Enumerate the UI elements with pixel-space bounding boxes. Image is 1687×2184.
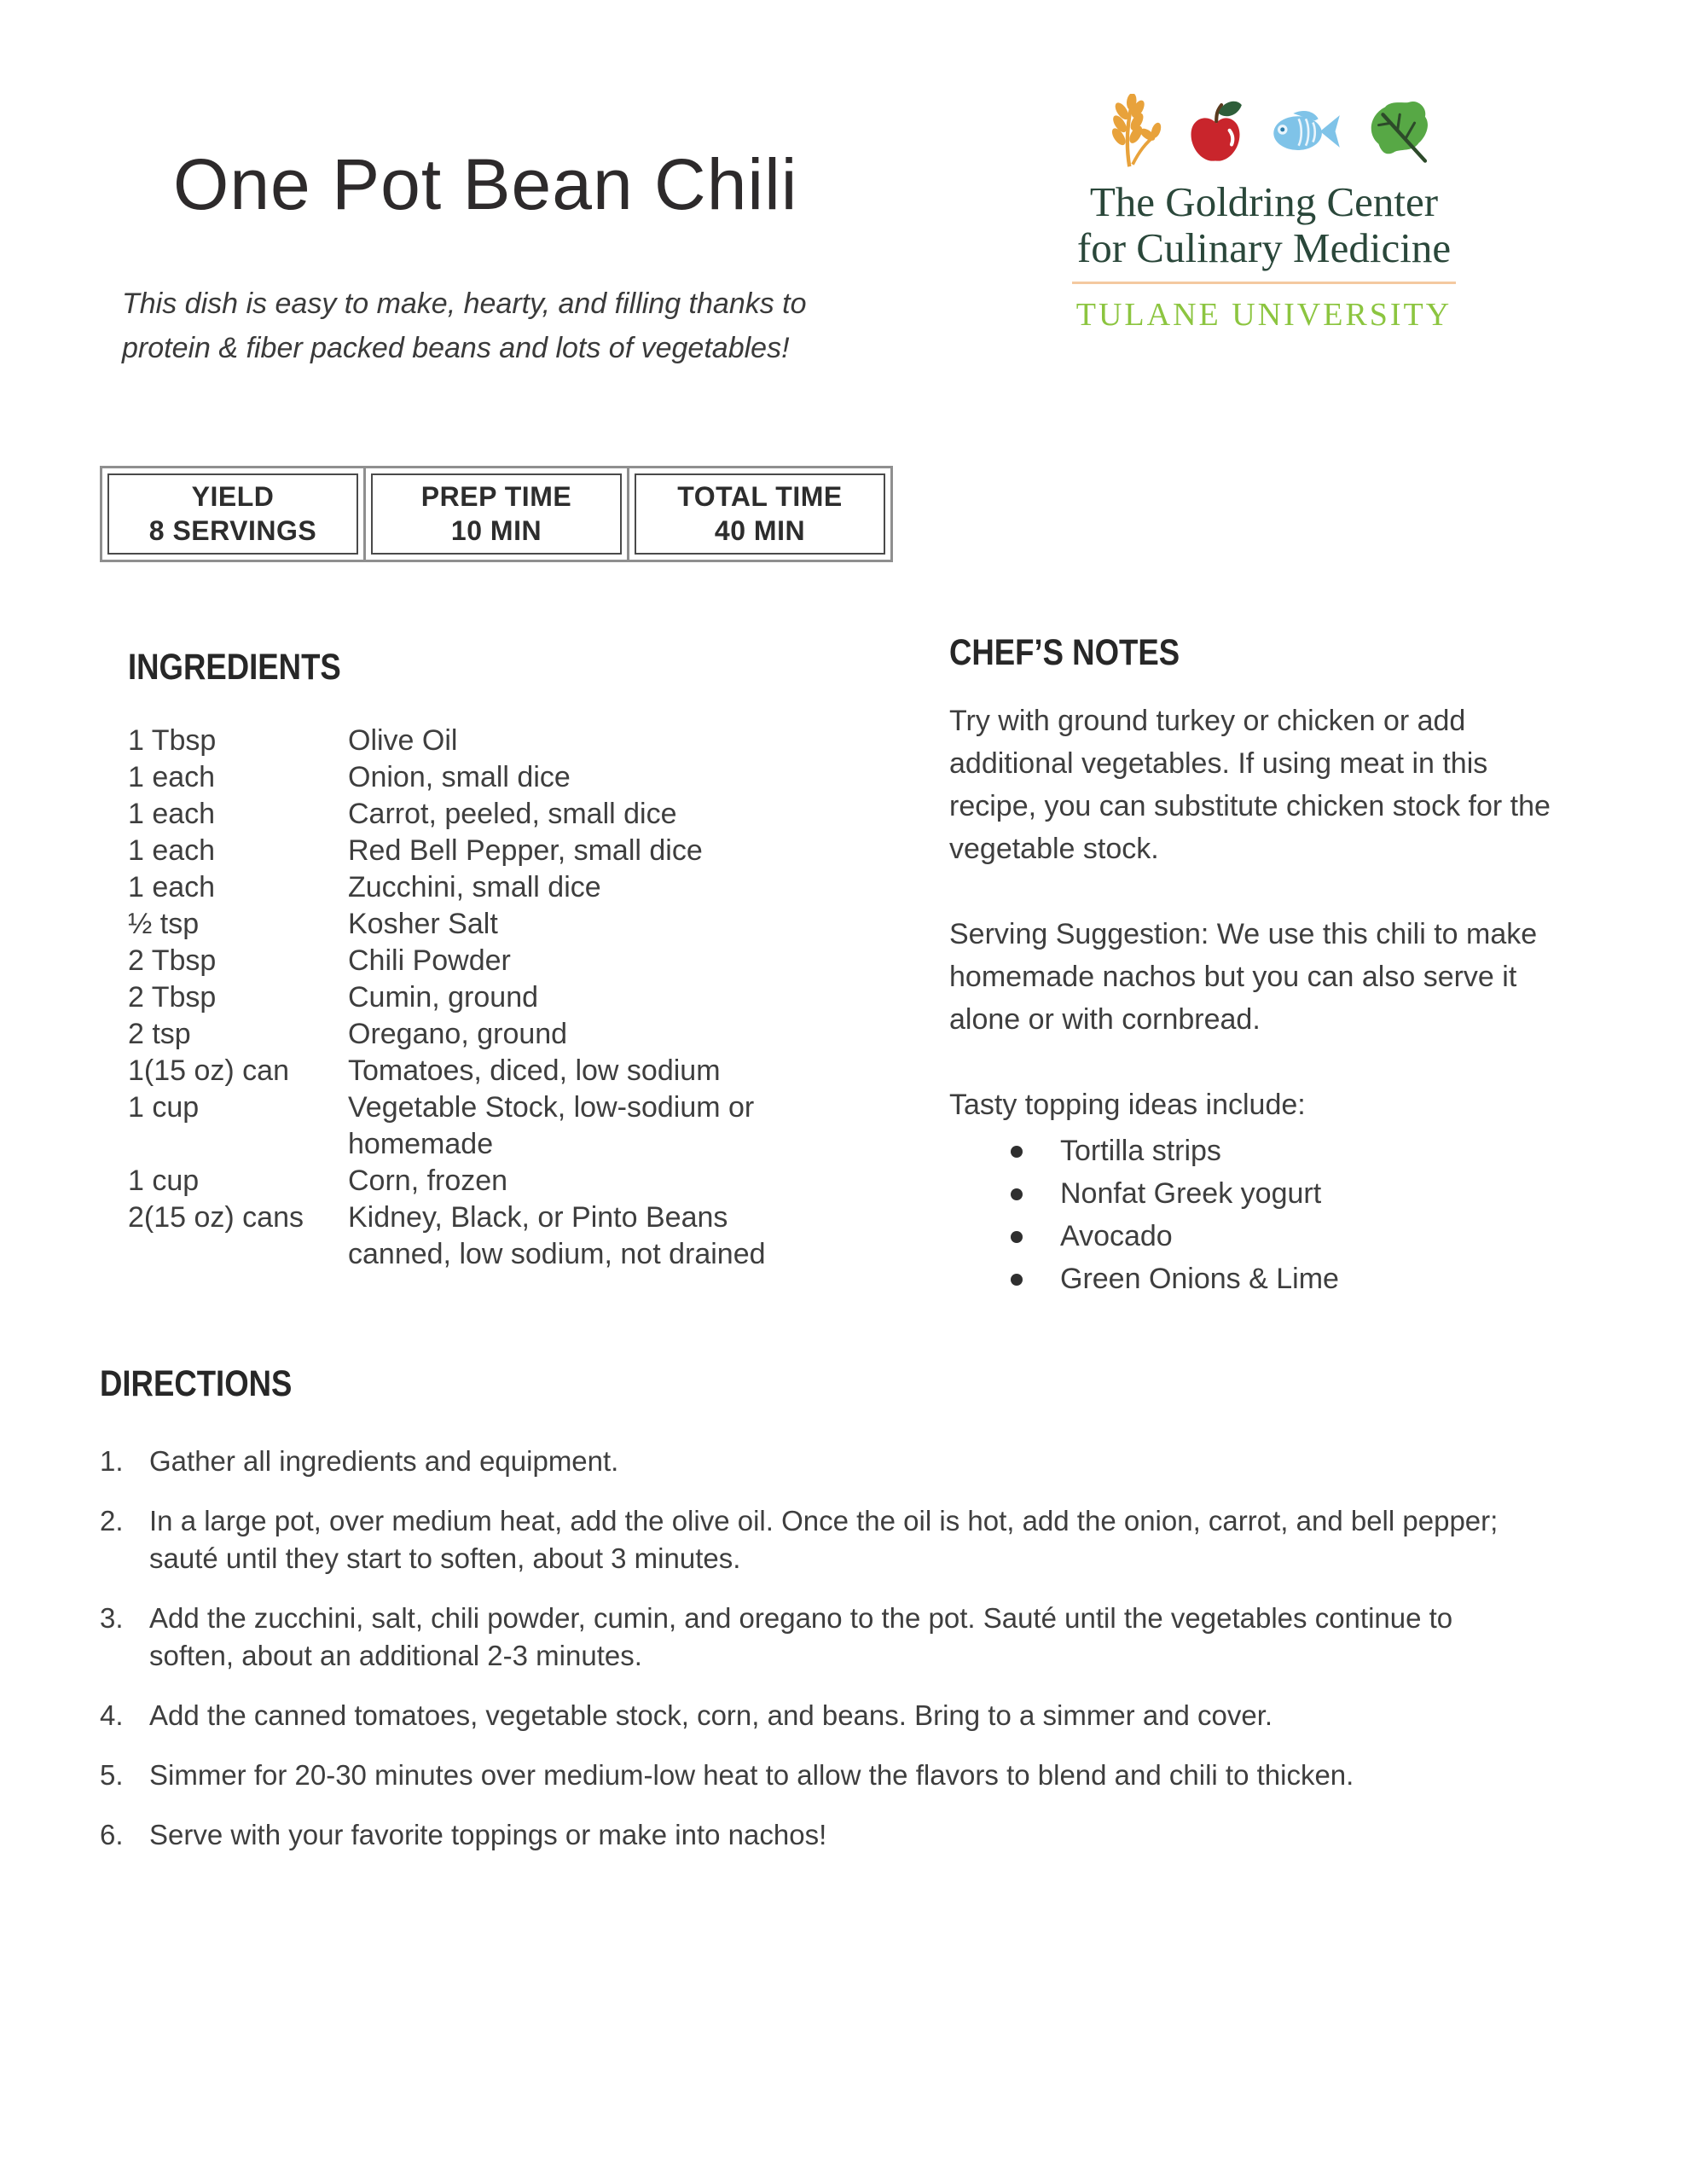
toppings-list [949,1130,1551,1300]
ingredient-name: Onion, small dice [348,761,571,793]
ingredient-row [128,906,810,943]
info-cell-value: 10 MIN [450,515,542,546]
directions-list [100,1443,1601,1854]
ingredient-row [128,1053,810,1089]
fish-icon [1268,102,1343,161]
step-number: 1. [100,1445,124,1477]
ingredient-name: Oregano, ground [348,1018,568,1050]
topping-item: Tortilla strips [1011,1130,1551,1172]
ingredient-quantity: 1 Tbsp [128,724,217,757]
ingredient-name: Olive Oil [348,724,458,757]
info-cell-label: PREP TIME [420,481,572,512]
ingredient-row [128,1089,810,1163]
ingredient-row [128,1163,810,1199]
step-number: 6. [100,1819,124,1850]
step-number: 5. [100,1759,124,1791]
directions-heading: DIRECTIONS [100,1363,293,1404]
ingredient-quantity: 2 tsp [128,1018,191,1050]
ingredient-name: Kosher Salt [348,908,498,940]
ingredient-row [128,723,810,759]
ingredient-name: Tomatoes, diced, low sodium [348,1054,721,1087]
ingredient-row [128,1199,810,1273]
ingredient-quantity: 1 each [128,834,216,867]
recipe-info-table [100,466,893,562]
leaf-icon [1364,96,1434,167]
ingredient-name: Chili Powder [348,944,511,977]
direction-step [100,1502,1507,1577]
ingredient-quantity: 2 Tbsp [128,981,217,1014]
ingredient-name: Zucchini, small dice [348,871,601,903]
info-table-cell [635,473,885,555]
info-table-cell [371,473,622,555]
step-text: Serve with your favorite toppings or make into nachos! [149,1819,827,1850]
ingredient-quantity: ½ tsp [128,908,200,940]
ingredient-quantity: 2 Tbsp [128,944,217,977]
info-cell-label: YIELD [191,481,275,512]
ingredient-row [128,943,810,979]
page-title: One Pot Bean Chili [173,144,798,224]
ingredient-quantity: 2(15 oz) cans [128,1201,304,1234]
ingredient-quantity: 1(15 oz) can [128,1054,289,1087]
logo-title-line1: The Goldring Center [1089,178,1439,225]
info-table-slot [102,468,366,560]
info-table-slot [629,468,890,560]
ingredients-list [128,723,810,1273]
info-cell-value: 8 SERVINGS [148,515,317,546]
goldring-center-logo [1034,90,1494,334]
info-table-slot [366,468,629,560]
logo-university-name: TULANE UNIVERSITY [1075,297,1452,333]
ingredient-row [128,979,810,1016]
ingredient-quantity: 1 each [128,798,216,830]
step-text: Gather all ingredients and equipment. [149,1445,619,1477]
step-text: Add the canned tomatoes, vegetable stock, corn, and beans. Bring to a simmer and cover. [149,1699,1273,1731]
logo-title-line2: for Culinary Medicine [1076,224,1452,271]
direction-step [100,1816,1507,1854]
directions-section [100,1363,1601,1876]
info-cell-value: 40 MIN [714,515,806,546]
direction-step [100,1697,1507,1734]
direction-step [100,1600,1507,1675]
ingredient-name: Red Bell Pepper, small dice [348,834,703,867]
wheat-icon [1094,94,1162,169]
ingredient-name: Vegetable Stock, low-sodium or homemade [348,1091,755,1160]
chefs-notes-heading: CHEF’S NOTES [949,632,1180,673]
info-cell-label: TOTAL TIME [677,481,843,512]
ingredients-section [128,647,810,1273]
chefs-notes-section [949,631,1551,1300]
ingredient-quantity: 1 each [128,871,216,903]
recipe-description: This dish is easy to make, hearty, and filling thanks to protein & fiber packed beans and lots of vegetables! [122,288,807,364]
ingredient-quantity: 1 cup [128,1165,200,1197]
ingredient-name: Cumin, ground [348,981,539,1014]
info-table-cell [107,473,358,555]
ingredient-row [128,869,810,906]
ingredient-row [128,1016,810,1053]
step-number: 3. [100,1602,124,1634]
chefs-notes-paragraph: Serving Suggestion: We use this chili to make homemade nachos but you can also serve it alone or with cornbread. [949,918,1538,1036]
ingredients-heading: INGREDIENTS [128,647,341,688]
step-text: Add the zucchini, salt, chili powder, cumin, and oregano to the pot. Sauté until the vegetables continue to soften, about an additional 2-3 minutes. [149,1602,1453,1671]
step-text: In a large pot, over medium heat, add the olive oil. Once the oil is hot, add the onion, carrot, and bell pepper; sauté until they start to soften, about 3 minutes. [149,1505,1499,1574]
step-number: 4. [100,1699,124,1731]
logo-divider [1072,282,1456,284]
apple-icon [1183,94,1248,169]
logo-icon-row [1034,90,1494,172]
step-text: Simmer for 20-30 minutes over medium-low heat to allow the flavors to blend and chili to thicken. [149,1759,1354,1791]
ingredient-name: Corn, frozen [348,1165,508,1197]
step-number: 2. [100,1505,124,1536]
direction-step [100,1757,1507,1794]
ingredient-row [128,759,810,796]
ingredient-quantity: 1 cup [128,1091,200,1124]
topping-item: Avocado [1011,1215,1551,1258]
toppings-intro: Tasty topping ideas include: [949,1089,1306,1121]
direction-step [100,1443,1507,1480]
topping-item: Nonfat Greek yogurt [1011,1172,1551,1215]
chefs-notes-paragraph: Try with ground turkey or chicken or add additional vegetables. If using meat in this recipe, you can substitute chicken stock for the vegetable stock. [949,705,1551,865]
topping-item: Green Onions & Lime [1011,1258,1551,1300]
ingredient-row [128,796,810,833]
ingredient-name: Kidney, Black, or Pinto Beans canned, low sodium, not drained [348,1201,766,1270]
ingredient-quantity: 1 each [128,761,216,793]
ingredient-name: Carrot, peeled, small dice [348,798,677,830]
ingredient-row [128,833,810,869]
